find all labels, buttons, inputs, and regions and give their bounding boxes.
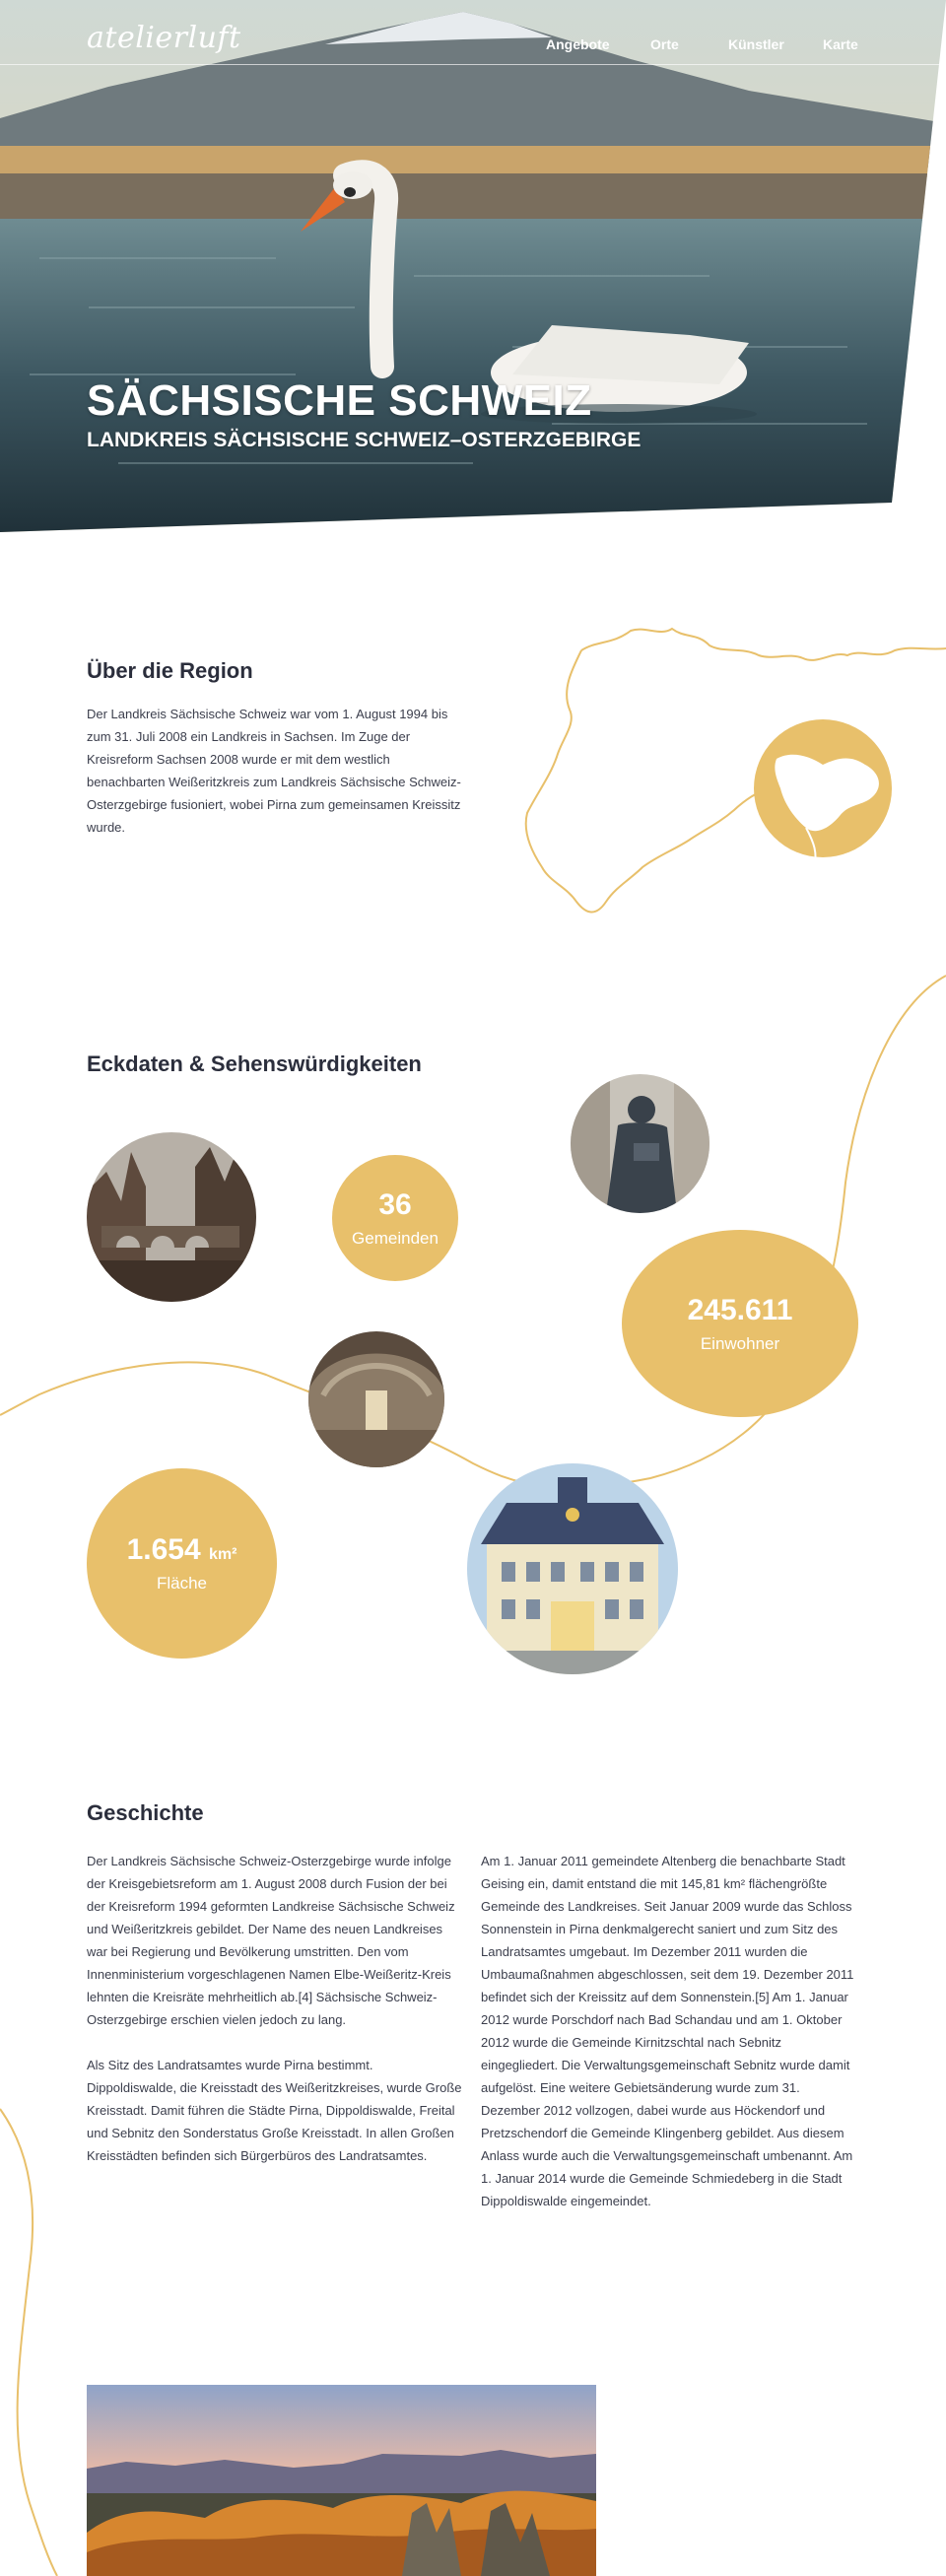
history-column-right [481, 1850, 860, 2212]
hero-subtitle: LANDKREIS SÄCHSISCHE SCHWEIZ–OSTERZGEBIRGE [87, 429, 642, 451]
nav-link-orte[interactable]: Orte [650, 36, 679, 52]
stat-flaeche [87, 1468, 277, 1659]
photo-palace-building [467, 1463, 678, 1674]
history-heading: Geschichte [87, 1800, 204, 1825]
nav-link-karte[interactable]: Karte [823, 36, 858, 52]
hero-title: SÄCHSISCHE SCHWEIZ [87, 376, 592, 425]
stat-label: Gemeinden [352, 1228, 439, 1248]
region-heading: Über die Region [87, 658, 253, 683]
facts-heading: Eckdaten & Sehenswürdigkeiten [87, 1051, 422, 1076]
history-column-left [87, 1850, 466, 2167]
stat-unit: km² [208, 1546, 237, 1563]
stat-value: 36 [378, 1187, 412, 1221]
stat-label: Fläche [156, 1574, 208, 1593]
logo[interactable]: atelierluft [87, 21, 241, 55]
top-navigation [0, 0, 946, 65]
hero [0, 0, 946, 537]
region-map-saxony [522, 621, 946, 956]
photo-landscape-autumn [87, 2385, 596, 2576]
stat-value: 245.611 [687, 1293, 793, 1326]
stat-value: 1.654 km² [126, 1533, 237, 1566]
nav-link-kuenstler[interactable]: Künstler [728, 36, 784, 52]
photo-luther-statue [571, 1074, 710, 1213]
stat-gemeinden [332, 1155, 458, 1281]
stat-label: Einwohner [700, 1333, 780, 1353]
history-paragraph: Am 1. Januar 2011 gemeindete Altenberg die benachbarte Stadt Geising ein, damit entstand die mit 145,81 km² flächengrößte Gemeinde des Landkreises. Seit Januar 2009 wurde das Schloss Sonnenstein in Pirna denkmalgerecht saniert und zum Sitz des Landratsamtes umgebaut. Im Dezember 2011 wurden die Umbaumaßnahmen abgeschlossen, seit dem 19. Dezember 2011 befindet sich der Kreissitz auf dem Sonnenstein.[5] Am 1. Januar 2012 wurde Porschdorf nach Bad Schandau und am 1. Oktober 2012 wurde die Gemeinde Kirnitzschtal nach Sebnitz eingegliedert. Die Verwaltungsgemeinschaft Sebnitz wurde damit aufgelöst. Eine weitere Gebietsänderung wurde zum 31. Dezember 2012 vollzogen, dabei wurde aus Höckendorf und Pretzschendorf die Gemeinde Klingenberg gebildet. Aus diesem Anlass wurde auch die Verwaltungsgemeinschaft umbenannt. Am 1. Januar 2014 wurde die Gemeinde Schmiedeberg in die Stadt Dippoldiswalde eingemeindet. [481, 1854, 854, 2208]
hero-image-swan-lake [0, 0, 946, 537]
history-paragraph: Als Sitz des Landratsamtes wurde Pirna bestimmt. Dippoldiswalde, die Kreisstadt des Weißeritzkreises, wurde Große Kreisstadt. Damit führen die Städte Pirna, Dippoldiswalde, Freital und Sebnitz den Sonderstatus Große Kreisstadt. In allen Großen Kreisstädten befinden sich Bürgerbüros des Landratsamtes. [87, 2058, 462, 2163]
region-text: Der Landkreis Sächsische Schweiz war vom 1. August 1994 bis zum 31. Juli 2008 ein Landkreis in Sachsen. Im Zuge der Kreisreform Sachsen 2008 wurde er mit dem westlich benachbarten Weißeritzkreis zum Landkreis Sächsische Schweiz-Osterzgebirge fusioniert, wobei Pirna zum gemeinsamen Kreissitz wurde. [87, 707, 461, 835]
photo-fortress-vault [308, 1331, 444, 1467]
history-paragraph: Der Landkreis Sächsische Schweiz-Osterzgebirge wurde infolge der Kreisgebietsreform am 1. August 2008 durch Fusion der bei der Kreisreform 1994 geformten Landkreise Sächsische Schweiz und Weißeritzkreis gebildet. Der Name des neuen Landkreises war bei Regierung und Bevölkerung umstritten. Den vom Innenministerium vorgeschlagenen Namen Elbe-Weißeritz-Kreis lehnten die Kreisräte mehrheitlich ab.[4] Sächsische Schweiz-Osterzgebirge erschien vielen jedoch zu lang. [87, 1854, 455, 2027]
stat-einwohner [622, 1230, 858, 1417]
photo-bastei-bridge [87, 1132, 256, 1302]
nav-link-angebote[interactable]: Angebote [546, 36, 610, 52]
